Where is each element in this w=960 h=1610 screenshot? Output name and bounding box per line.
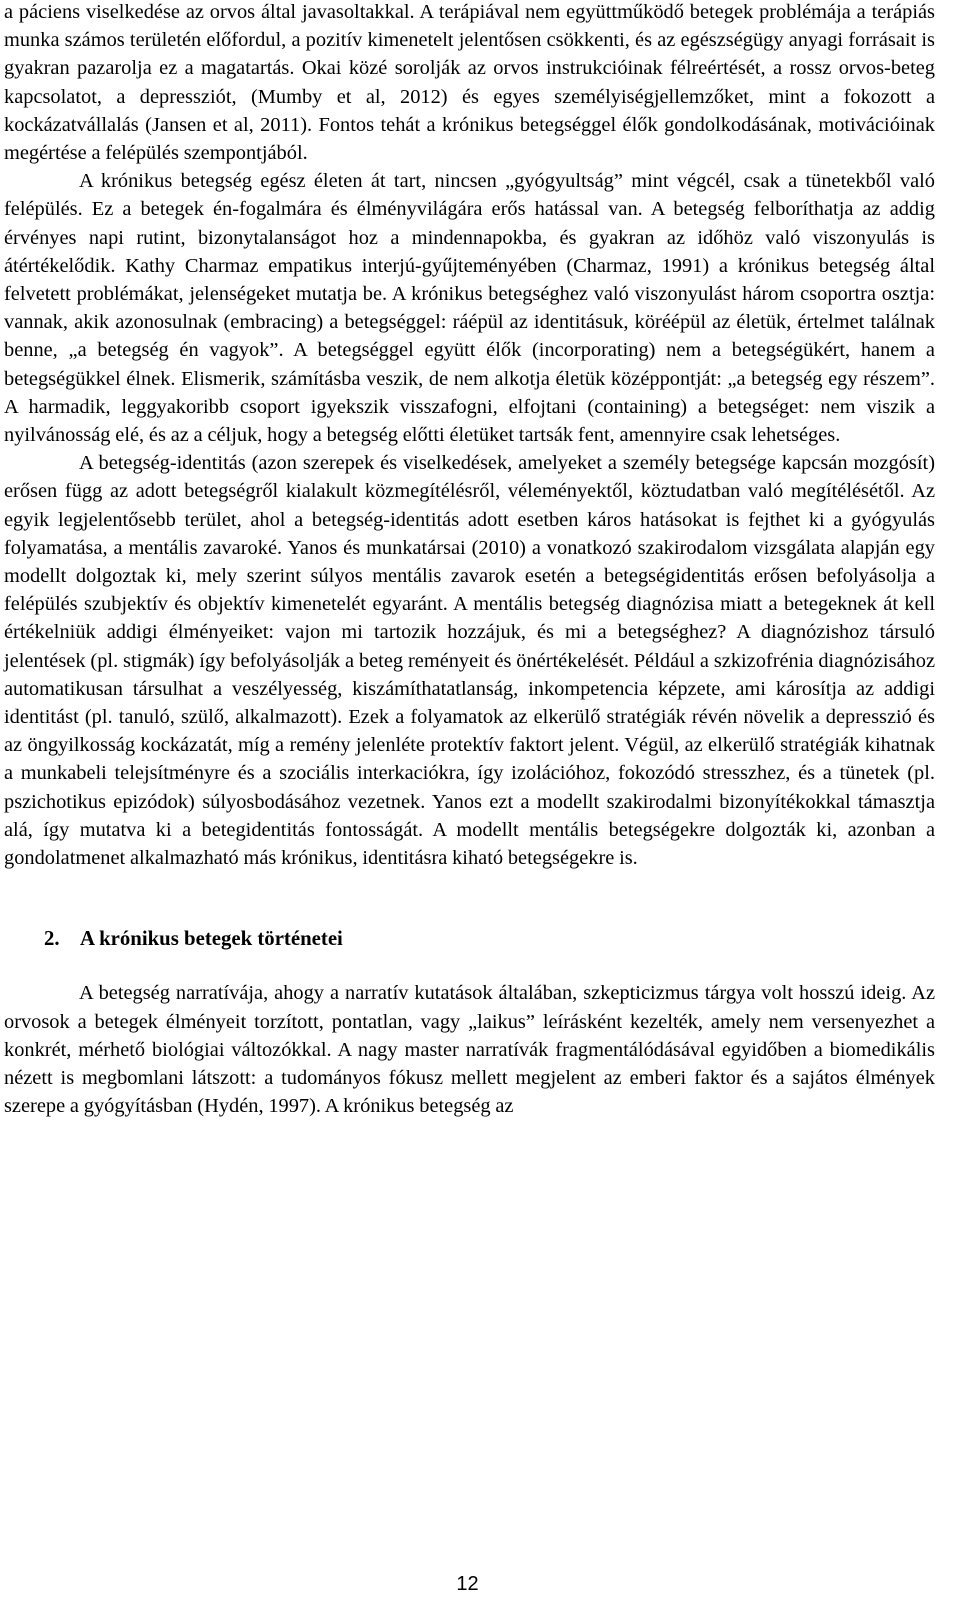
section-number: 2. (44, 927, 60, 951)
section-heading (4, 925, 935, 953)
document-page (4, 0, 935, 1120)
body-paragraph: A krónikus betegség egész életen át tart, nincsen „gyógyultság” mint végcél, csak a tünetekből való felépülés. Ez a betegek én-fogalmára és élményvilágára erős hatással van. A betegség felboríthatja az addig érvényes napi rutint, bizonytalanságot hoz a mindennapokba, és gyakran az időhöz való viszonyulás is átértékelődik. Kathy Charmaz empatikus interjú-gyűjteményében (Charmaz, 1991) a krónikus betegség által felvetett problémákat, jelenségeket mutatja be. A krónikus betegséghez való viszonyulást három csoportra osztja: vannak, akik azonosulnak (embracing) a betegséggel: ráépül az identitásuk, köréépül az életük, értelmet találnak benne, „a betegség én vagyok”. A betegséggel együtt élők (incorporating) nem a betegségükért, hanem a betegségükkel élnek. Elismerik, számításba veszik, de nem alkotja életük középpontját: „a betegség egy részem”. A harmadik, leggyakoribb csoport igyekszik visszafogni, elfojtani (containing) a betegséget: nem viszik a nyilvánosság elé, és az a céljuk, hogy a betegség előtti életüket tartsák fent, amennyire csak lehetséges. (4, 170, 935, 447)
body-paragraph: a páciens viselkedése az orvos által javasoltakkal. A terápiával nem együttműködő betegek problémája a terápiás munka számos területén előfordul, a pozitív kimenetelt jelentősen csökkenti, és az egészségügy anyagi forrásait is gyakran pazarolja ez a magatartás. Okai közé sorolják az orvos instrukcióinak félreértését, a rossz orvos-beteg kapcsolatot, a depressziót, (Mumby et al, 2012) és egyes személyiségjellemzőket, mint a fokozott a kockázatvállalás (Jansen et al, 2011). Fontos tehát a krónikus betegséggel élők gondolkodásának, motivációinak megértése a felépülés szempontjából. (4, 1, 935, 165)
section-title: A krónikus betegek történetei (80, 927, 343, 951)
body-paragraph: A betegség-identitás (azon szerepek és viselkedések, amelyeket a személy betegsége kapcsán mozgósít) erősen függ az adott betegségről kialakult közmegítélésről, véleményektől, köztudatban való megítélésétől. Az egyik legjelentősebb terület, ahol a betegség-identitás adott esetben káros hatásokat is fejthet ki a gyógyulás folyamatása, a mentális zavaroké. Yanos és munkatársai (2010) a vonatkozó szakirodalom vizsgálata alapján egy modellt dolgoztak ki, mely szerint súlyos mentális zavarok esetén a betegségidentitás erősen befolyásolja a felépülés szubjektív és objektív kimenetelét egyaránt. A mentális betegség diagnózisa miatt a betegeknek át kell értékelniük addigi élményeiket: vajon mi tartozik hozzájuk, és mi a betegséghez? A diagnózishoz társuló jelentések (pl. stigmák) így befolyásolják a beteg reményeit és önértékelését. Például a szkizofrénia diagnózisához automatikusan társulhat a veszélyesség, kiszámíthatatlanság, inkompetencia képzete, ami károsítja az addigi identitást (pl. tanuló, szülő, alkalmazott). Ezek a folyamatok az elkerülő stratégiák révén növelik a depresszió és az öngyilkosság kockázatát, míg a remény jelenléte protektív faktort jelent. Végül, az elkerülő stratégiák kihatnak a munkabeli telejsítményre és a szociális interkaciókra, így izolációhoz, fokozódó stresszhez, és a tünetek (pl. pszichotikus epizódok) súlyosbodásához vezetnek. Yanos ezt a modellt szakirodalmi bizonyítékokkal támasztja alá, így mutatva ki a betegidentitás fontosságát. A modellt mentális betegségekre dolgozták ki, azonban a gondolatmenet alkalmazható más krónikus, identitásra kiható betegségekre is. (4, 452, 935, 870)
page-number: 12 (456, 1573, 479, 1595)
body-paragraph: A betegség narratívája, ahogy a narratív kutatások általában, szkepticizmus tárgya volt hosszú ideig. Az orvosok a betegek élményeit torzított, pontatlan, vagy „laikus” leírásként kezelték, amely nem versenyezhet a konkrét, mérhető biológiai változókkal. A nagy master narratívák fragmentálódásával egyidőben a biomedikális nézett is megbomlani látszott: a tudományos fókusz mellett megjelent az emberi faktor és a sajátos élmények szerepe a gyógyításban (Hydén, 1997). A krónikus betegség az (4, 982, 935, 1118)
